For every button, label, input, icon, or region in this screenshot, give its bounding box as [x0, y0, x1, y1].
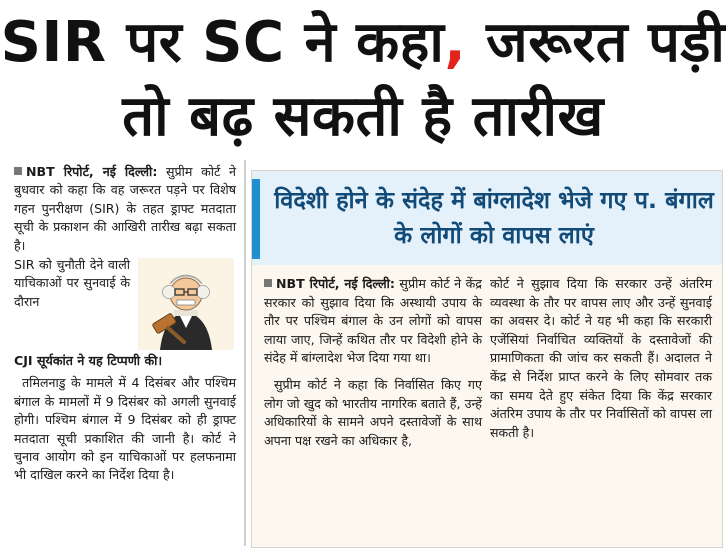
middle-column — [264, 275, 482, 450]
square-bullet-icon — [264, 279, 272, 287]
middle-para1-text: सुप्रीम कोर्ट ने केंद्र सरकार को सुझाव दिया कि अस्थायी उपाय के तौर पर पश्चिम बंगाल के उन लोगों को वापस लाया जाए, जिन्हें कथित तौर पर विदेशी होने के संदेह में बांग्लादेश भेज दिया गया था। — [264, 276, 482, 366]
middle-dateline: NBT रिपोर्ट, नई दिल्ली: — [276, 276, 395, 291]
left-para1-text: सुप्रीम कोर्ट ने बुधवार को कहा कि वह जरूरत पड़ने पर विशेष गहन पुनरीक्षण (SIR) के तहत ड्राफ्ट मतदाता सूची के प्रकाशन की आखिरी तारीख बढ़ा सकता है। — [14, 164, 236, 253]
right-paragraph-1: कोर्ट ने सुझाव दिया कि सरकार उन्हें अंतरिम व्यवस्था के तौर पर वापस लाए और उन्हें सुनवाई का अवसर दे। कोर्ट ने यह भी कहा कि सरकारी एजेंसियां निर्वाचित व्यक्तियों के दस्तावेजों की प्रामाणिकता की जांच कर सकती हैं। अदालत ने केंद्र से निर्देश प्राप्त करने के लिए सोमवार तक का समय देते हुए संकेत दिया कि केंद्र सरकार अंतरिम उपाय के तौर पर निर्वासितों को वापस ला सकती है। — [490, 276, 712, 440]
left-paragraph-2-continuation — [14, 352, 236, 370]
headline-part-2: जरूरत पड़ी तो बढ़ सकती है तारीख — [122, 10, 726, 149]
left-para2-cont: CJI सूर्यकांत ने यह टिप्पणी की। — [14, 353, 163, 369]
square-bullet-icon — [14, 167, 22, 175]
left-wrap-block — [14, 256, 236, 350]
left-column — [14, 163, 236, 543]
headline — [0, 6, 726, 154]
story-panel — [251, 170, 723, 548]
middle-paragraph-1 — [264, 275, 482, 368]
headline-part-1: SIR पर SC ने कहा — [0, 10, 445, 75]
headline-comma: , — [444, 10, 467, 75]
left-paragraph-3: तमिलनाडु के मामले में 4 दिसंबर और पश्चिम बंगाल के मामलों में 9 दिसंबर को अगली सुनवाई होगी। पश्चिम बंगाल में 9 दिसंबर को ही ड्राफ्ट मतदाता सूची प्रकाशित की जानी है। कोर्ट ने चुनाव आयोग को इन याचिकाओं पर हलफनामा भी दाखिल करने का निर्देश दिया है। — [14, 375, 236, 483]
judge-gavel-illustration — [138, 258, 234, 350]
subheadline: विदेशी होने के संदेह में बांग्लादेश भेजे गए प. बंगाल के लोगों को वापस लाएं — [274, 186, 714, 249]
column-divider — [244, 160, 246, 546]
subheadline-accent-bar — [252, 179, 260, 259]
right-column — [490, 275, 712, 442]
middle-paragraph-2: सुप्रीम कोर्ट ने कहा कि निर्वासित किए गए लोग जो खुद को भारतीय नागरिक बताते हैं, उन्हें अधिकारियों के सामने अपने दस्तावेजों के साथ अपना पक्ष रखने का अधिकार है, — [264, 376, 482, 448]
left-dateline: NBT रिपोर्ट, नई दिल्ली: — [26, 164, 158, 179]
subheadline-box — [252, 171, 722, 265]
left-para2-wrap: SIR को चुनौती देने वाली याचिकाओं पर सुनवाई के दौरान — [14, 257, 130, 309]
left-paragraph-1 — [14, 163, 236, 255]
